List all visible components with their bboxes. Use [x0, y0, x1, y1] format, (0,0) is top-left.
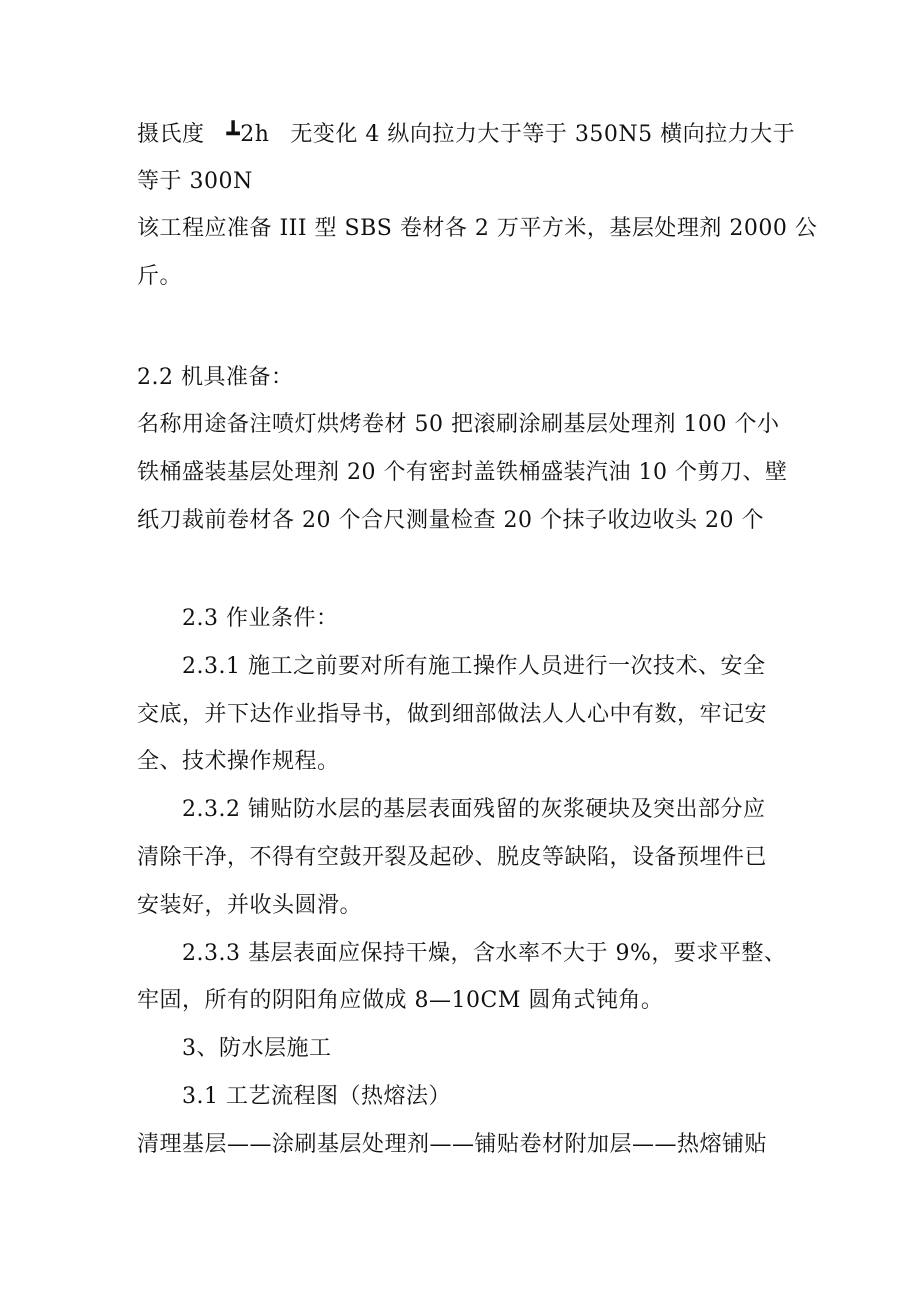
temperature-symbol: ┻2h — [226, 122, 270, 147]
section-heading-2-2: 2.2 机具准备： — [137, 365, 294, 390]
section-heading-2-3: 2.3 作业条件： — [182, 606, 339, 631]
section-heading-3-1: 3.1 工艺流程图（热熔法） — [182, 1084, 451, 1109]
text-line-17: 牢固，所有的阴阳角应做成 8—10CM 圆角式钝角。 — [137, 988, 664, 1013]
text-line-20: 清理基层——涂刷基层处理剂——铺贴卷材附加层——热熔铺贴 — [137, 1132, 768, 1157]
section-heading-3: 3、防水层施工 — [182, 1036, 332, 1061]
text-line-3: 该工程应准备 III 型 SBS 卷材各 2 万平方米，基层处理剂 2000 公 — [137, 216, 818, 241]
text-line-2: 等于 300N — [137, 169, 253, 194]
text-line-13: 2.3.2 铺贴防水层的基层表面残留的灰浆硬块及突出部分应 — [182, 797, 766, 822]
text-line-15: 安装好，并收头圆滑。 — [137, 893, 363, 918]
text-line-1 — [137, 120, 797, 150]
text-segment: 无变化 4 纵向拉力大于等于 350N5 横向拉力大于 — [275, 122, 796, 147]
text-line-10: 2.3.1 施工之前要对所有施工操作人员进行一次技术、安全 — [182, 654, 766, 679]
text-line-11: 交底，并下达作业指导书，做到细部做法人人心中有数，牢记安 — [137, 702, 768, 727]
text-line-7: 铁桶盛装基层处理剂 20 个有密封盖铁桶盛装汽油 10 个剪刀、壁 — [137, 460, 788, 485]
text-line-16: 2.3.3 基层表面应保持干燥，含水率不大于 9%，要求平整、 — [182, 941, 787, 966]
text-line-8: 纸刀裁前卷材各 20 个合尺测量检查 20 个抹子收边收头 20 个 — [137, 508, 764, 533]
text-segment: 摄氏度 — [137, 122, 205, 147]
text-line-12: 全、技术操作规程。 — [137, 749, 340, 774]
text-line-14: 清除干净，不得有空鼓开裂及起砂、脱皮等缺陷，设备预埋件已 — [137, 845, 768, 870]
text-line-6: 名称用途备注喷灯烘烤卷材 50 把滚刷涂刷基层处理剂 100 个小 — [137, 412, 780, 437]
text-line-4: 斤。 — [137, 264, 183, 289]
